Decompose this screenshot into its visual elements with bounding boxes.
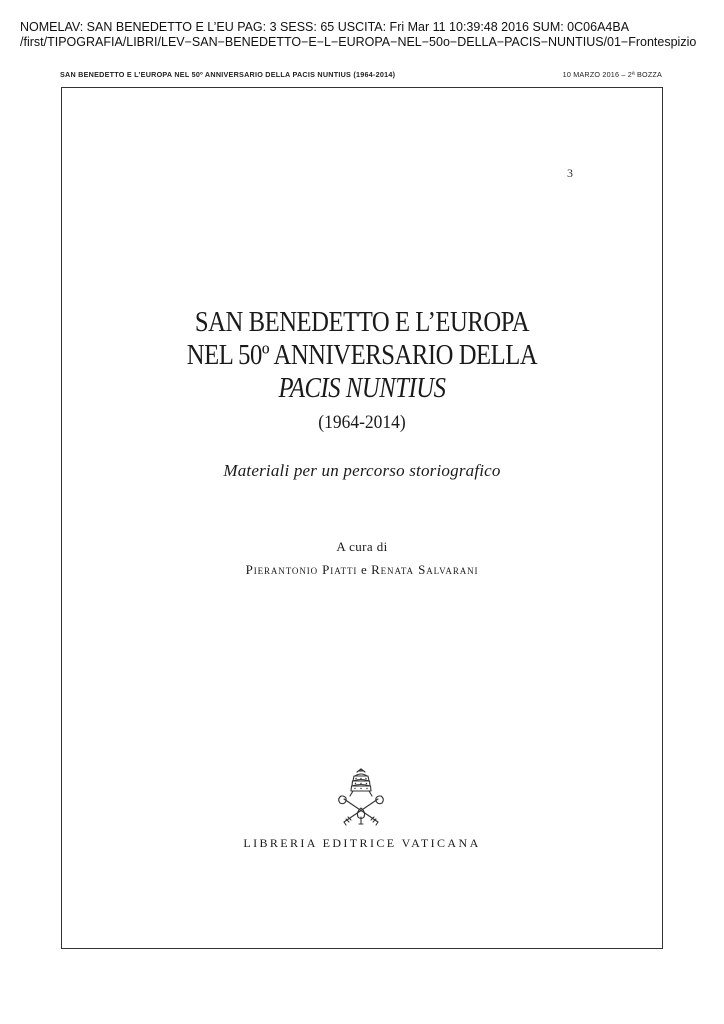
running-head-proof-date: 10 MARZO 2016 – 2ª BOZZA [562, 70, 662, 79]
title-line-2: NEL 50º ANNIVERSARIO DELLA [186, 340, 538, 371]
slug-line-job-info: NOMELAV: SAN BENEDETTO E L’EU PAG: 3 SESS: 65 USCITA: Fri Mar 11 10:39:48 2016 SUM: 0C06A4BA [20, 20, 630, 34]
editor-name: Pierantonio Piatti [245, 562, 358, 577]
editor-intro: A cura di [336, 539, 388, 554]
page-number: 3 [567, 166, 573, 180]
running-head-title: SAN BENEDETTO E L’EUROPA NEL 50º ANNIVERSARIO DELLA PACIS NUNTIUS (1964-2014) [60, 70, 396, 79]
title-line-3: PACIS NUNTIUS [278, 373, 446, 404]
editor-conjunction: e [361, 562, 368, 577]
slug-line-file-path: /first/TIPOGRAFIA/LIBRI/LEV−SAN−BENEDETTO−E−L−EUROPA−NEL−50o−DELLA−PACIS−NUNTIUS/01−Frontespizio [20, 35, 697, 49]
editor-name: Renata Salvarani [371, 562, 479, 577]
papal-coat-of-arms-icon [334, 768, 388, 826]
subtitle: Materiali per un percorso storiografico [223, 461, 501, 480]
title-line-1: SAN BENEDETTO E L’EUROPA [194, 307, 530, 338]
title-years: (1964-2014) [318, 412, 406, 433]
publisher-name: LIBRERIA EDITRICE VATICANA [243, 836, 481, 850]
editors-line [61, 562, 663, 578]
